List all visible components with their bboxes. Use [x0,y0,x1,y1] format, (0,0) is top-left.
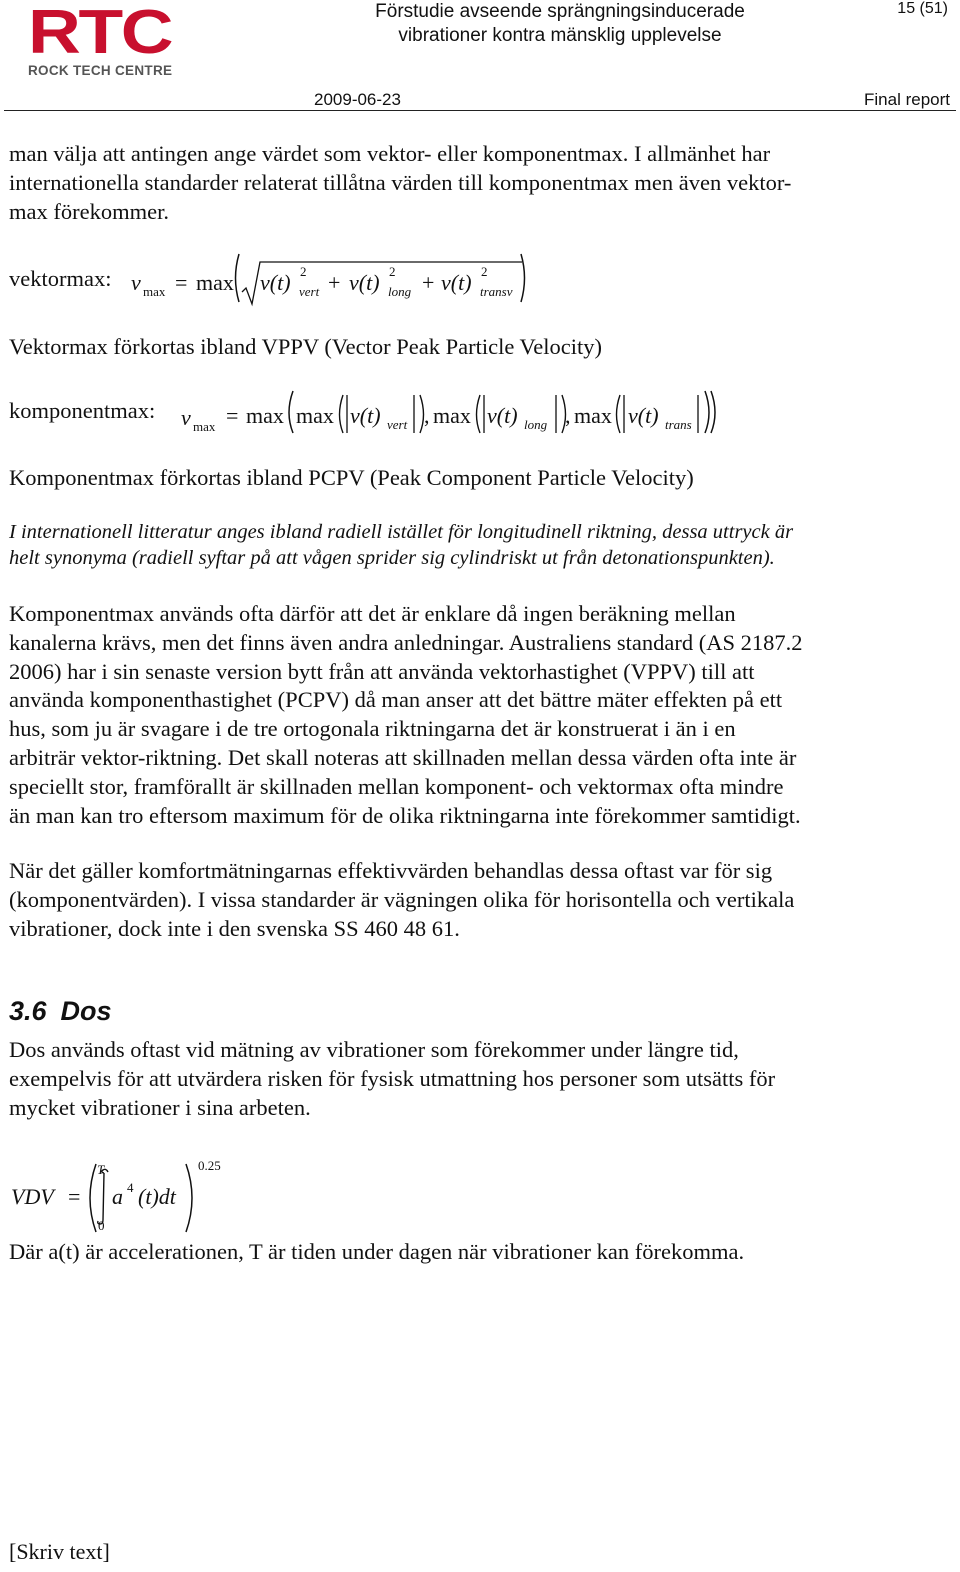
document-title-line1: Förstudie avseende sprängningsinducerade [375,1,745,22]
equals-sign: = [175,270,188,295]
rtc-logo [28,0,212,78]
vt-long: v(t) [487,403,518,428]
pcpv-line: Komponentmax förkortas ibland PCPV (Peak Component Particle Velocity) [9,465,694,490]
lower-limit: 0 [98,1218,105,1233]
max-operator: max [574,403,612,428]
transv-subscript: transv [480,284,513,299]
paragraph-line: 2006) har i sin senaste version bytt från att använda vektorhastighet (VPPV) till att [9,658,755,684]
paragraph-line: kanalerna krävs, men det finns även andra anledningar. Australiens standard (AS 2187.2 [9,629,803,655]
trans-subscript: trans [665,417,692,432]
paragraph-line: använda komponenthastighet (PCPV) då man anser att det bättre mäter effekten på ett [9,687,783,713]
section-heading [9,996,112,1027]
section-number: 3.6 [9,996,47,1026]
long-subscript: long [524,417,548,432]
vt-vert: v(t) [350,403,381,428]
vdv-symbol: VDV [11,1184,54,1209]
paragraph-line: vibrationer, dock inte i den svenska SS 460 48 61. [9,915,460,941]
vt-long: v(t) [349,270,380,295]
paragraph-line: När det gäller komfortmätningarnas effektivvärden behandlas dessa oftast var för sig [9,858,773,883]
footer-placeholder: [Skriv text] [9,1539,110,1564]
max-operator: max [296,403,334,428]
v-symbol: v [131,270,141,295]
exponent-2: 2 [481,264,488,279]
document-title-line2: vibrationer kontra mänsklig upplevelse [398,25,722,46]
note-line: I internationell litteratur anges ibland radiell istället för longitudinell riktning, dessa uttryck är [9,521,794,543]
paragraph-line: Dos används oftast vid mätning av vibrationer som förekommer under längre tid, [9,1037,739,1062]
document-date: 2009-06-23 [314,90,401,109]
vt-vert: v(t) [260,270,291,295]
paragraph-line: arbiträr vektor-riktning. Det skall noteras att skillnaden mellan dessa värden ofta inte är [9,744,797,770]
vt-transv: v(t) [441,270,472,295]
plus-sign: + [328,270,341,295]
komponentmax-equation [0,385,960,445]
comfort-paragraph [9,857,909,943]
max-operator: max [246,403,284,428]
equals-sign: = [68,1184,81,1209]
upper-limit: T [97,1162,105,1177]
paragraph-line: Komponentmax används ofta därför att det är enklare då ingen beräkning mellan [9,601,736,626]
vppv-line: Vektormax förkortas ibland VPPV (Vector Peak Particle Velocity) [9,334,603,359]
comma: , [424,403,430,428]
logo-text: RTC [28,0,172,67]
komponentmax-label: komponentmax: [9,398,156,423]
vert-subscript: vert [299,284,320,299]
max-subscript: max [193,419,216,434]
power-exponent: 0.25 [198,1158,221,1173]
exponent-4: 4 [127,1180,134,1195]
paragraph-line: än man kan tro eftersom maximum för de olika riktningarna inte förekommer samtidigt. [9,802,801,828]
italic-note [9,519,909,571]
intro-line: max förekommer. [9,198,169,224]
vt-trans: v(t) [628,403,659,428]
long-subscript: long [388,284,412,299]
komponentmax-paragraph [9,600,909,830]
intro-line: internationella standarder relaterat tillåtna värden till komponentmax men även vektor- [9,169,792,195]
paragraph-line: exempelvis för att utvärdera risken för fysisk utmattning hos personer som utsätts för [9,1065,776,1091]
intro-line: man välja att antingen ange värdet som vektor- eller komponentmax. I allmänhet har [9,141,771,166]
comma: , [565,403,571,428]
max-operator: max [433,403,471,428]
paragraph-line: speciellt stor, framförallt är skillnaden mellan komponent- och vektormax ofta mindre [9,773,784,799]
header-divider [4,110,956,111]
plus-sign: + [422,270,435,295]
dos-paragraph [9,1036,909,1122]
vdv-equation [0,1150,960,1240]
report-status: Final report [864,90,950,109]
document-title [300,0,820,48]
note-line: helt synonyma (radiell syftar på att vågen sprider sig cylindriskt ut från detonationspunkten). [9,547,775,569]
vektormax-equation [0,250,960,310]
equals-sign: = [226,403,239,428]
exponent-2: 2 [389,264,396,279]
vdv-explanation: Där a(t) är accelerationen, T är tiden under dagen när vibrationer kan förekomma. [9,1239,745,1264]
page-number: 15 (51) [897,0,948,17]
max-operator: max [196,270,234,295]
max-subscript: max [143,284,166,299]
logo-subtitle: ROCK TECH CENTRE [28,63,173,78]
vektormax-label: vektormax: [9,266,112,291]
paragraph-line: (komponentvärden). I vissa standarder är vägningen olika för horisontella och vertikala [9,886,795,912]
intro-paragraph [9,140,909,226]
t-dt: (t)dt [138,1184,176,1209]
exponent-2: 2 [300,264,307,279]
vert-subscript: vert [387,417,408,432]
v-symbol: v [181,405,191,430]
paragraph-line: mycket vibrationer i sina arbeten. [9,1094,311,1120]
paragraph-line: hus, som ju är svagare i de tre ortogonala riktningarna det är konstruerat i än i en [9,716,736,742]
a-symbol: a [112,1184,123,1209]
section-title: Dos [60,996,112,1026]
